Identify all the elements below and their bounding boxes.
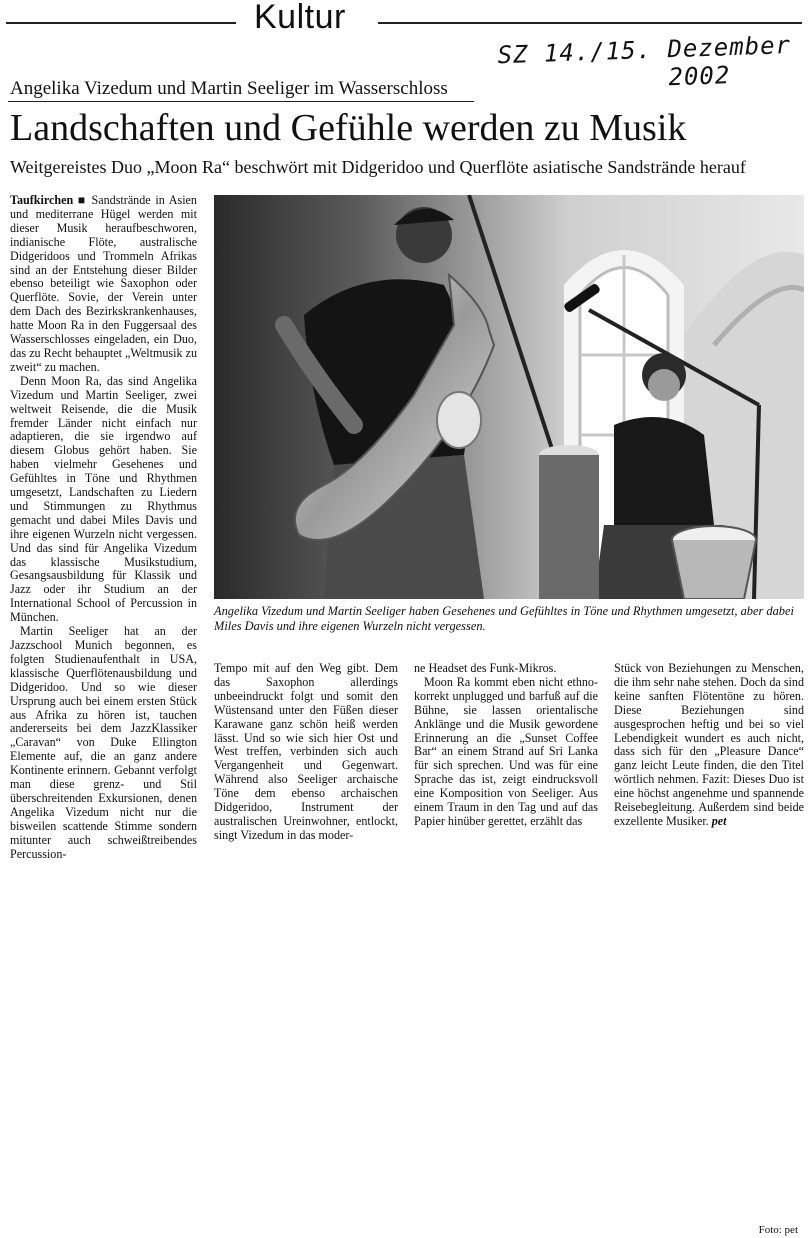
section-rule-left — [6, 22, 236, 24]
handwritten-date-line2: 2002 — [667, 61, 731, 92]
concert-photo-image — [214, 195, 804, 599]
article-column-1 — [10, 194, 197, 862]
photo-credit: Foto: pet — [758, 1224, 798, 1236]
dateline-marker: ■ — [77, 193, 87, 207]
handwritten-date-note — [497, 31, 799, 97]
paragraph — [10, 194, 197, 375]
article-column-2 — [214, 662, 398, 843]
paragraph — [614, 662, 804, 829]
dateline: Taufkirchen — [10, 193, 74, 207]
paragraph-text: Stück von Beziehungen zu Menschen, die ihm sehr nahe stehen. Doch da sind keine sanften Flötentöne zu hören. Diese Beziehungen sind ausgesprochen heftig und bei so viel Lebendigkeit wundert es auch nicht, dass sich für den „Pleasure Dance“ ganz leicht Leute finden, die den Titel wörtlich nehmen. Fazit: Dieses Duo ist eine höchst angenehme und spannende Reisebegleitung. Außerdem sind beide exzellente Musiker. — [614, 661, 804, 828]
concert-photo — [214, 195, 804, 599]
author-signature: pet — [711, 813, 727, 828]
photo-caption-text: Angelika Vizedum und Martin Seeliger haben Gesehenes und Gefühltes in Töne und Rhythmen umgesetzt, aber dabei Miles Davis und ihre eigenen Wurzeln nicht vergessen. — [214, 604, 794, 633]
kicker: Angelika Vizedum und Martin Seeliger im Wasserschloss — [10, 78, 448, 99]
handwritten-date-line1: SZ 14./15. Dezember — [497, 31, 792, 70]
paragraph: Martin Seeliger hat an der Jazzschool Munich begonnen, es folgten Studienaufenthalt in USA, klassische Querflötenausbildung und Didgeridoo. Und so wie dieser Ursprung auch bei einem ersten Stück aus Afrika zu hören ist, tauchen andererseits bei dem JazzKlassiker „Caravan“ von Duke Ellington Elemente auf, die an ganz andere Kontinente erinnern. Gebannt verfolgt man diese grenz- und Stil überschreitenden Exkursionen, denen Angelika Vizedum nicht nur die bisweilen scattende Stimme sondern mitunter auch schweißtreibendes Percussion- — [10, 624, 197, 861]
paragraph: Denn Moon Ra, das sind Angelika Vizedum und Martin Seeliger, zwei weltweit Reisende, die die Musik fremder Länder nicht einfach nur adaptieren, die sie irgendwo auf diesem Globus gehört haben. Sie haben vielmehr Gesehenes und Gefühltes in Töne und Rhythmen umgesetzt, Landschaften zu Liedern und Stimmungen zu Rhythmus gemacht und dabei Miles Davis und ihre eigenen Wurzeln nicht vergessen. Und das sind für Angelika Vizedum das klassische Musikstudium, Gesangsausbildung für Klassik und Jazz oder ihr Studium an der International School of Percussion in München. — [10, 373, 197, 625]
article-column-3 — [414, 662, 598, 829]
subheadline: Weitgereistes Duo „Moon Ra“ beschwört mit Didgeridoo und Querflöte asiatische Sandstrände herauf — [10, 157, 746, 177]
kicker-underline — [8, 101, 474, 102]
section-label: Kultur — [254, 0, 346, 36]
section-rule-right — [378, 22, 802, 24]
article-column-4 — [614, 662, 804, 829]
paragraph: Tempo mit auf den Weg gibt. Dem das Saxophon allerdings unbeeindruckt folgt und somit den Wüstensand unter den Füßen dieser Karawane ganz schön heiß werden lässt. Und so wie sich hier Ost und West treffen, verbinden sich auch Vergangenheit und Gegenwart. Während also Seeliger archaische Töne dem ebenso archaischen Didgeridoo, Instrument der australischen Ureinwohner, entlockt, singt Vizedum in das moder- — [214, 661, 398, 842]
paragraph-text: Sandstrände in Asien und mediterrane Hügel werden mit dieser Musik heraufbeschworen, indianische Flöte, australische Didgeridoos und Trommeln Afrikas sind an der Entstehung dieser Bilder ebenso beteiligt wie Saxophon oder Querflöte. Sovie, der Verein unter dem Dach des Bezirkskrankenhauses, hatte Moon Ra in den Fuggersaal des Wasserschlosses eingeladen, ein Duo, das zu Recht behauptet „Weltmusik zu zweit“ zu machen. — [10, 193, 197, 374]
paragraph: Moon Ra kommt eben nicht ethno-korrekt unplugged und barfuß auf die Bühne, sie lassen orientalische Anklänge und die Musik gewordene Erinnerung an die „Sunset Coffee Bar“ an einem Strand auf Sri Lanka für sich sprechen. Und was für eine Sprache das ist, zeigt eindrucksvoll eine Komposition von Seeliger. Aus einem Traum in den Tag und auf das Papier hinüber gerettet, erzählt das — [414, 674, 598, 828]
headline: Landschaften und Gefühle werden zu Musik — [10, 107, 687, 149]
paragraph: ne Headset des Funk-Mikros. — [414, 661, 557, 675]
